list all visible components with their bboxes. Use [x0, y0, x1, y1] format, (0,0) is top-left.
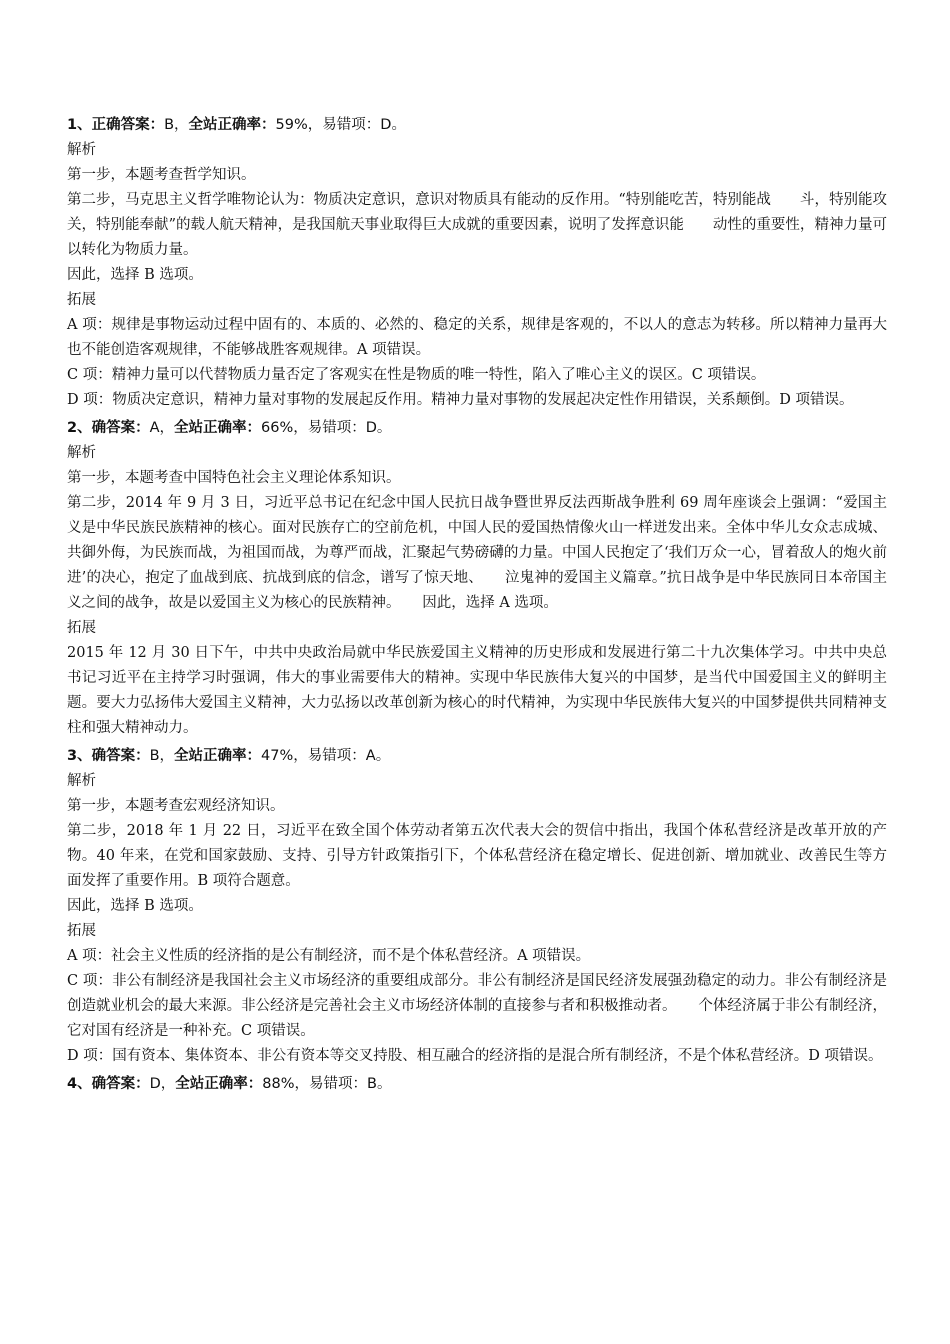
q4-rate-label: 全站正确率： [175, 1076, 263, 1092]
q1-tuozhan-label: 拓展 [67, 292, 96, 308]
q3-jiexi-label: 解析 [67, 773, 96, 789]
q3-rate-value: 47%，易错项：A。 [261, 748, 391, 764]
q1-option-d: D 项：物质决定意识，精神力量对事物的发展起反作用。精神力量对事物的发展起决定性作用错误，关系颠倒。D 项错误。 [67, 392, 854, 408]
q3-conclusion: 因此，选择 B 选项。 [67, 898, 203, 914]
q2-jiexi-label: 解析 [67, 445, 96, 461]
q3-step2: 第二步，2018 年 1 月 22 日，习近平在致全国个体劳动者第五次代表大会的贺信中指出，我国个体私营经济是改革开放的产物。40 年来，在党和国家鼓励、支持、引导方针政策指引下，个体私营经济在稳定增长、促进创新、增加就业、改善民生等方面发挥了重要作用。B 项符合题意。 [67, 823, 887, 889]
q1-number: 1、 [67, 117, 92, 133]
answer-document [67, 112, 887, 1097]
q4-answer-label: 确答案： [91, 1076, 150, 1092]
q3-step1: 第一步，本题考查宏观经济知识。 [67, 798, 285, 814]
q2-rate-label: 全站正确率： [174, 420, 262, 436]
q4-answer-value: D， [149, 1076, 176, 1092]
q1-answer-heading [67, 112, 887, 138]
q3-option-d: D 项：国有资本、集体资本、非公有资本等交叉持股、相互融合的经济指的是混合所有制经济，不是个体私营经济。D 项错误。 [67, 1048, 883, 1064]
q2-step2: 第二步，2014 年 9 月 3 日，习近平总书记在纪念中国人民抗日战争暨世界反法西斯战争胜利 69 周年座谈会上强调：“爱国主义是中华民族民族精神的核心。面对民族存亡的空前危机，中国人民的爱国热情像火山一样迸发出来。全体中华儿女众志成城、共御外侮，为民族而战，为祖国而战，为尊严而战，汇聚起气势磅礴的力量。中国人民抱定了‘我们万众一心，冒着敌人的炮火前进’的决心，抱定了血战到底、抗战到底的信念，谱写了惊天地、 泣鬼神的爱国主义篇章。”抗日战争是中华民族同日本帝国主义之间的战争，故是以爱国主义为核心的民族精神。 因此，选择 A 选项。 [67, 495, 887, 611]
q1-jiexi-label: 解析 [67, 142, 96, 158]
q1-answer-value: B， [164, 117, 189, 133]
q3-rate-label: 全站正确率： [174, 748, 262, 764]
q4-number: 4、 [67, 1076, 92, 1092]
q1-answer-label: 正确答案： [91, 117, 165, 133]
q2-step1: 第一步，本题考查中国特色社会主义理论体系知识。 [67, 470, 401, 486]
q1-conclusion: 因此，选择 B 选项。 [67, 267, 203, 283]
q3-answer-heading [67, 743, 887, 769]
q3-number: 3、 [67, 748, 92, 764]
q2-tuozhan-label: 拓展 [67, 620, 96, 636]
q1-step2: 第二步，马克思主义哲学唯物论认为：物质决定意识，意识对物质具有能动的反作用。“特别能吃苦，特别能战 斗，特别能攻关，特别能奉献”的载人航天精神，是我国航天事业取得巨大成就的重要因素，说明了发挥意识能 动性的重要性，精神力量可以转化为物质力量。 [67, 192, 887, 258]
q3-tuozhan-label: 拓展 [67, 923, 96, 939]
q1-rate-value: 59%，易错项：D。 [275, 117, 406, 133]
q1-option-c: C 项：精神力量可以代替物质力量否定了客观实在性是物质的唯一特性，陷入了唯心主义的误区。C 项错误。 [67, 367, 766, 383]
q1-option-a: A 项：规律是事物运动过程中固有的、本质的、必然的、稳定的关系，规律是客观的，不以人的意志为转移。所以精神力量再大也不能创造客观规律，不能够战胜客观规律。A 项错误。 [67, 317, 887, 358]
q2-number: 2、 [67, 420, 92, 436]
q3-option-a: A 项：社会主义性质的经济指的是公有制经济，而不是个体私营经济。A 项错误。 [67, 948, 591, 964]
q2-extension: 2015 年 12 月 30 日下午，中共中央政治局就中华民族爱国主义精神的历史形成和发展进行第二十九次集体学习。中共中央总书记习近平在主持学习时强调，伟大的事业需要伟大的精神。实现中华民族伟大复兴的中国梦，是当代中国爱国主义的鲜明主题。要大力弘扬伟大爱国主义精神，大力弘扬以改革创新为核心的时代精神，为实现中华民族伟大复兴的中国梦提供共同精神支柱和强大精神动力。 [67, 645, 887, 736]
q2-answer-label: 确答案： [91, 420, 150, 436]
q2-answer-heading [67, 415, 887, 441]
q1-step1: 第一步，本题考查哲学知识。 [67, 167, 256, 183]
q3-answer-value: B， [149, 748, 175, 764]
q1-rate-label: 全站正确率： [188, 117, 276, 133]
q3-answer-label: 确答案： [91, 748, 150, 764]
q2-rate-value: 66%，易错项：D。 [261, 420, 392, 436]
q4-rate-value: 88%，易错项：B。 [262, 1076, 392, 1092]
q2-answer-value: A， [149, 420, 175, 436]
q3-option-c: C 项：非公有制经济是我国社会主义市场经济的重要组成部分。非公有制经济是国民经济发展强劲稳定的动力。非公有制经济是创造就业机会的最大来源。非公经济是完善社会主义市场经济体制的直接参与者和积极推动者。 个体经济属于非公有制经济，它对国有经济是一种补充。C 项错误。 [67, 973, 887, 1039]
q4-answer-heading [67, 1071, 887, 1097]
